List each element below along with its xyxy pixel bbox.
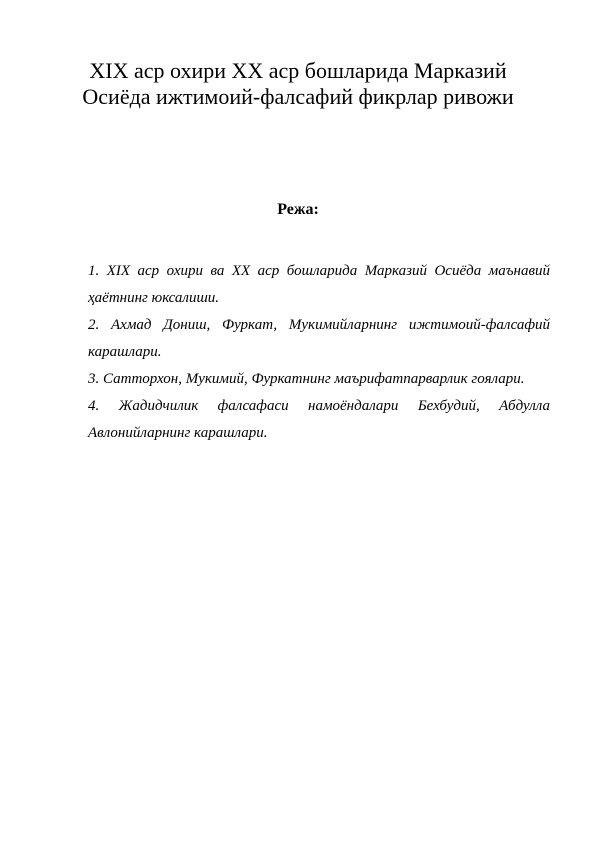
plan-item-2-line-2: карашлари. [88,344,162,360]
plan-item-4-line-1: 4. Жадидчилик фалсафаси намоёндалари Бехбудий, Абдулла [88,398,550,414]
title-line-1: XIX аср охири XX аср бошларида Марказий [89,58,507,83]
plan-heading: Режа: [277,201,319,218]
plan-item-3-line-1: 3. Сатторхон, Мукимий, Фуркатнинг маърифатпарварлик гоялари. [88,371,525,387]
title-line-2: Осиёда ижтимоий-фалсафий фикрлар ривожи [82,84,514,109]
plan-item-1-line-2: ҳаётнинг юксалиши. [88,290,220,306]
plan-item-4-line-2: Авлонийларнинг карашлари. [88,425,268,441]
plan-list [88,258,550,447]
plan-item-2-line-1: 2. Ахмад Дониш, Фуркат, Мукимийларнинг ижтимоий-фалсафий [88,317,550,333]
document-title [60,58,536,110]
plan-item-1-line-1: 1. XIX аср охири ва XX аср бошларида Марказий Осиёда маънавий [88,263,550,279]
